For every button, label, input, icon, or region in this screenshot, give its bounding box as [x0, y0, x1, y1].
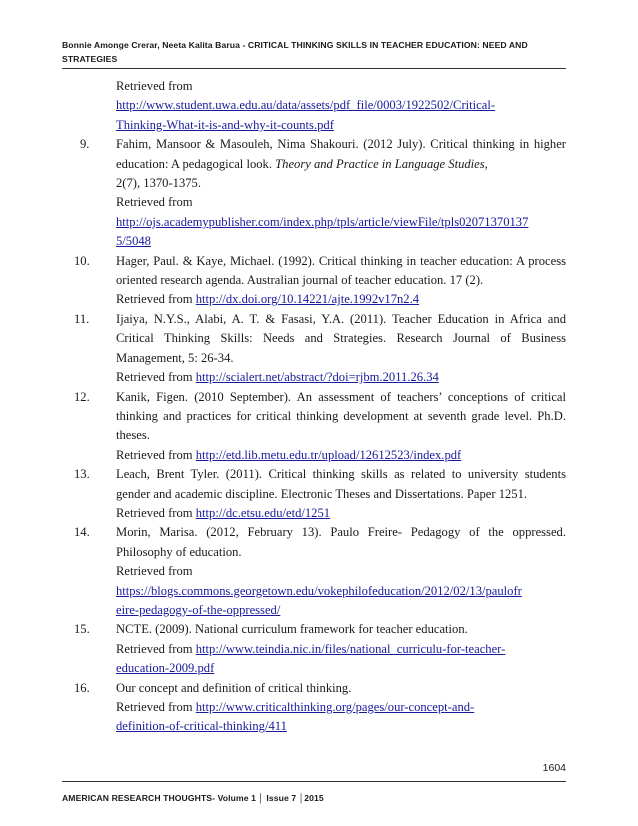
- reference-link[interactable]: http://www.student.uwa.edu.au/data/assets/pdf_file/0003/1922502/Critical-: [116, 98, 496, 113]
- page-number: 1604: [542, 762, 566, 774]
- reference-item-16: [62, 679, 566, 737]
- reference-text: Hager, Paul. & Kaye, Michael. (1992). Critical thinking in teacher education: A process oriented research agenda. Australian journal of teacher education. 17 (2).: [116, 253, 566, 288]
- reference-link[interactable]: https://blogs.commons.georgetown.edu/vokephilofeducation/2012/02/13/paulofr: [116, 583, 522, 598]
- reference-link[interactable]: 5/5048: [116, 234, 151, 249]
- journal-footer: AMERICAN RESEARCH THOUGHTS- Volume 1 │ Issue 7 │2015: [62, 793, 324, 803]
- footer-divider: [62, 781, 566, 782]
- reference-number: 16.: [74, 680, 90, 695]
- reference-text: Leach, Brent Tyler. (2011). Critical thinking skills as related to university students gender and academic discipline. Electronic Theses and Dissertations. Paper 1251.: [116, 467, 566, 501]
- reference-link[interactable]: http://www.criticalthinking.org/pages/our-concept-and-: [195, 700, 475, 714]
- reference-item-9: [62, 135, 566, 251]
- reference-text: Our concept and definition of critical thinking.: [116, 680, 352, 695]
- reference-number: 14.: [74, 525, 90, 540]
- reference-link[interactable]: definition-of-critical-thinking/411: [116, 719, 287, 734]
- reference-item-15: [62, 620, 566, 678]
- retrieved-label: Retrieved from: [116, 292, 193, 307]
- reference-link[interactable]: http://www.teindia.nic.in/files/national_curriculu-for-teacher-: [195, 641, 506, 656]
- reference-link[interactable]: http://scialert.net/abstract/?doi=rjbm.2011.26.34: [195, 370, 439, 385]
- reference-text: 2(7), 1370-1375.: [116, 176, 201, 191]
- reference-number: 9.: [80, 137, 90, 152]
- reference-item-14: [62, 523, 566, 620]
- reference-link[interactable]: http://dx.doi.org/10.14221/ajte.1992v17n2.4: [195, 292, 420, 307]
- reference-link[interactable]: http://dc.etsu.edu/etd/1251: [195, 505, 331, 520]
- retrieved-label: Retrieved from: [116, 505, 193, 520]
- header-divider: [62, 68, 566, 69]
- reference-link[interactable]: eire-pedagogy-of-the-oppressed/: [116, 602, 281, 617]
- retrieved-label: Retrieved from: [116, 370, 193, 385]
- reference-number: 12.: [74, 389, 90, 404]
- reference-number: 11.: [74, 311, 90, 326]
- reference-list: [62, 77, 566, 737]
- reference-number: 13.: [74, 467, 90, 482]
- retrieved-label: Retrieved from: [116, 641, 193, 656]
- retrieved-label: Retrieved from: [116, 447, 193, 462]
- reference-item-11: [62, 310, 566, 388]
- reference-link[interactable]: http://ojs.academypublisher.com/index.php/tpls/article/viewFile/tpls02071370137: [116, 214, 529, 229]
- reference-number: 15.: [74, 622, 90, 637]
- reference-text: Morin, Marisa. (2012, February 13). Paulo Freire- Pedagogy of the oppressed. Philosophy of education.: [116, 525, 566, 559]
- reference-text: Ijaiya, N.Y.S., Alabi, A. T. & Fasasi, Y.A. (2011). Teacher Education in Africa and Critical Thinking Skills: Needs and Strategies. Research Journal of Business Management, 5: 26-34.: [116, 311, 566, 365]
- journal-title: Theory and Practice in Language Studies,: [275, 156, 488, 171]
- retrieved-label: Retrieved from: [116, 564, 193, 579]
- reference-item-12: [62, 388, 566, 466]
- reference-item-8-continued: [62, 77, 566, 135]
- reference-text: NCTE. (2009). National curriculum framework for teacher education.: [116, 622, 468, 637]
- reference-item-13: [62, 465, 566, 523]
- reference-item-10: [62, 252, 566, 310]
- reference-link[interactable]: education-2009.pdf: [116, 661, 215, 676]
- running-header: Bonnie Amonge Crerar, Neeta Kalita Barua - CRITICAL THINKING SKILLS IN TEACHER EDUCATION: NEED AND STRATEGIES: [62, 40, 528, 64]
- reference-text: Fahim, Mansoor & Masouleh, Nima Shakouri. (2012 July). Critical thinking in higher education: A pedagogical look.: [116, 137, 566, 171]
- reference-text: Kanik, Figen. (2010 September). An assessment of teachers’ conceptions of critical thinking and practices for critical thinking development at seventh grade level. Ph.D. theses.: [116, 389, 566, 443]
- retrieved-label: Retrieved from: [116, 195, 193, 210]
- retrieved-label: Retrieved from: [116, 79, 193, 93]
- reference-number: 10.: [74, 253, 90, 268]
- reference-link[interactable]: http://etd.lib.metu.edu.tr/upload/12612523/index.pdf: [195, 447, 462, 462]
- retrieved-label: Retrieved from: [116, 700, 193, 714]
- reference-link[interactable]: Thinking-What-it-is-and-why-it-counts.pdf: [116, 117, 334, 132]
